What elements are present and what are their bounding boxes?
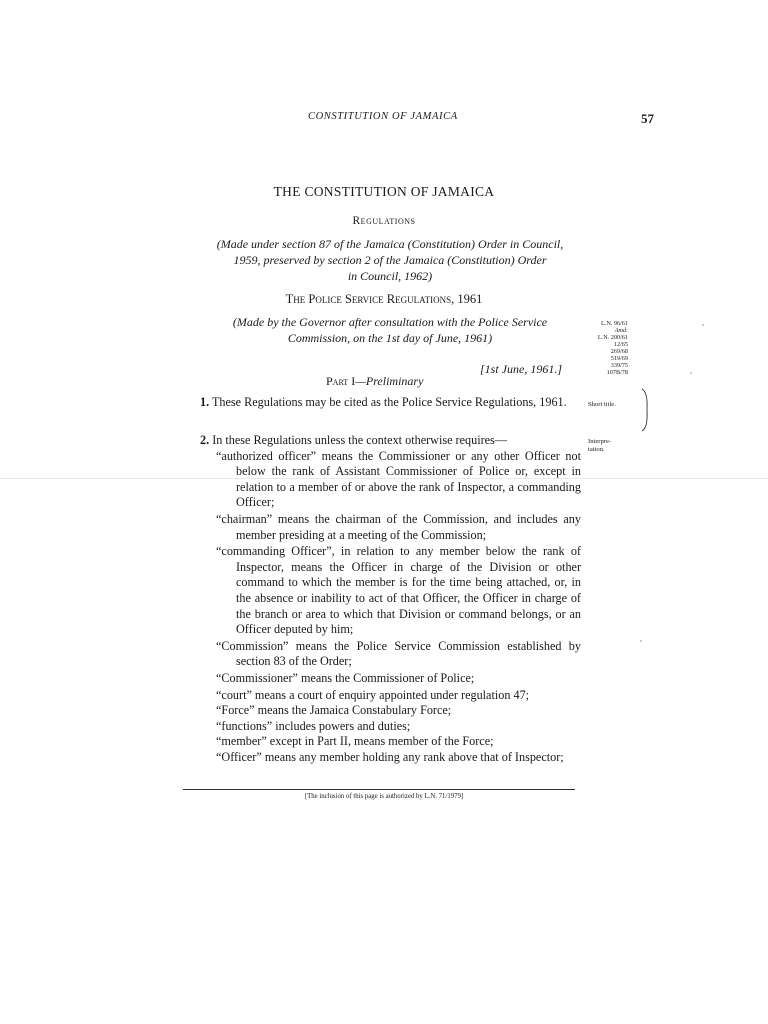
part-title: —Preliminary [355,374,424,388]
definition-force: “Force” means the Jamaica Constabulary Force; [216,703,452,718]
footer-note: [The inclusion of this page is authorized by L.N. 71/1979] [304,793,464,800]
definition-authorized-officer: “authorized officer” means the Commissioner or any other Officer not below the rank of Assistant Commissioner of Police or, except in relation to a member of or above the rank of Inspector, a commanding Officer; [216,448,581,510]
regulation-number: 2. [200,433,210,447]
footer-rule [183,789,575,790]
made-under-line: (Made under section 87 of the Jamaica (Constitution) Order in Council, [216,237,564,251]
margin-bracket [640,388,650,432]
regulation-2 [188,433,581,765]
regulations-title [0,292,768,307]
scan-speck [690,372,692,374]
regulation-text: In these Regulations unless the context otherwise requires— [209,433,507,447]
made-by-line: Commission, on the 1st day of June, 1961) [287,331,493,345]
made-under-line: in Council, 1962) [347,269,433,283]
definition-chairman: “chairman” means the chairman of the Commission, and includes any member presiding at a meeting of the Commission; [216,511,581,542]
definition-commission: “Commission” means the Police Service Commission established by section 83 of the Order; [216,638,581,669]
margin-interpretation-line: Interpre- [588,438,612,445]
made-under-note [185,236,595,284]
part-heading [326,374,423,389]
main-title: THE CONSTITUTION OF JAMAICA [273,184,495,199]
margin-interpretation [588,438,611,454]
definition-commissioner: “Commissioner” means the Commissioner of Police; [216,670,475,685]
ln-ref: 107B/78 [606,369,628,376]
definition-functions: “functions” includes powers and duties; [216,718,411,733]
ln-ref: L.N. 200/61 [597,334,628,341]
ln-ref: Amd: [614,327,628,334]
definition-member: “member” except in Part II, means member of the Force; [216,734,494,749]
regulation-text: These Regulations may be cited as the Police Service Regulations, 1961. [209,395,567,409]
regulations-title-year: , 1961 [451,292,483,306]
ln-ref: L.N. 96/61 [601,320,628,327]
margin-ln-references [588,320,628,376]
definition-officer: “Officer” means any member holding any rank above that of Inspector; [216,749,564,764]
scan-speck [640,640,642,642]
commencement-date: [1st June, 1961.] [480,362,562,376]
part-number: Part I [326,374,356,388]
regulation-number: 1. [200,395,210,409]
definition-court: “court” means a court of enquiry appointed under regulation 47; [216,687,530,702]
regulation-2-lead [188,433,581,449]
margin-interpretation-line: tation. [588,446,605,453]
regulations-heading: Regulations [352,215,416,227]
running-head: CONSTITUTION OF JAMAICA [308,111,458,122]
margin-short-title: Short title. [588,401,616,408]
made-under-line: 1959, preserved by section 2 of the Jamaica (Constitution) Order [233,253,547,267]
ln-ref: 339/75 [610,362,628,369]
made-by-line: (Made by the Governor after consultation with the Police Service [232,315,548,329]
page-number: 57 [641,111,654,126]
regulations-title-caps: The Police Service Regulations [285,292,452,306]
ln-ref: 12/65 [613,341,628,348]
scan-speck [702,324,704,326]
ln-ref: 269/68 [610,348,628,355]
regulation-1 [188,395,581,411]
made-by-note [195,314,585,346]
definition-commanding-officer: “commanding Officer”, in relation to any member below the rank of Inspector, means the Officer in charge of the Division or other command to which the member is for the time being attached, or, in the absence or inability to act of that Officer, the Officer in charge of the branch or area to which that Division or command belongs, or an Officer deputed by him; [216,544,581,637]
ln-ref: 519/69 [610,355,628,362]
